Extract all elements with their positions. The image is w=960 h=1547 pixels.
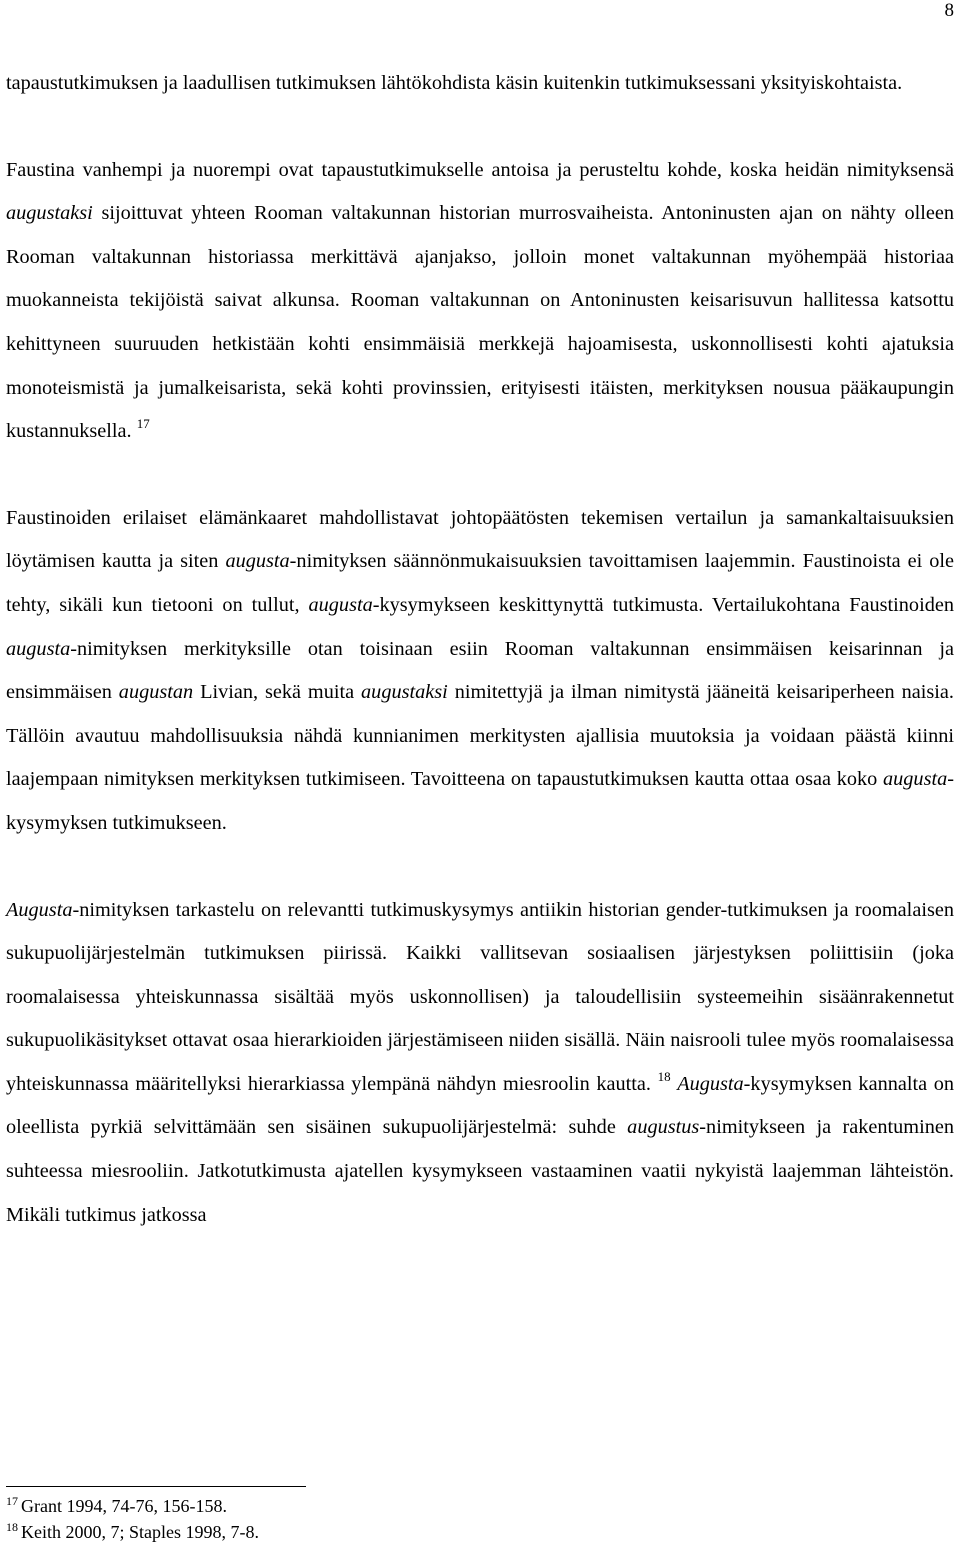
footnote-18 bbox=[6, 1519, 906, 1545]
footnotes bbox=[6, 1493, 906, 1545]
paragraph-3-text-c: -nimityksen säännönmukaisuuksien tavoittamisen laajemmin. Faustinoista ei ole tehty, sikäli kun tietooni on tullut, bbox=[6, 550, 954, 616]
paragraph-4-italic-term: augustus bbox=[627, 1116, 700, 1139]
paragraph-4-italic-term: Augusta bbox=[677, 1072, 744, 1095]
page-number: 8 bbox=[944, 0, 954, 21]
paragraph-2-text-a: Faustina vanhempi ja nuorempi ovat tapaustutkimukselle antoisa ja perusteltu kohde, koska heidän nimityksensä bbox=[6, 158, 954, 181]
paragraph-4 bbox=[6, 889, 954, 1238]
paragraph-3-text-e: -kysymykseen keskittynyttä tutkimusta. Vertailukohtana Faustinoiden bbox=[372, 593, 954, 616]
paragraph-1 bbox=[6, 62, 954, 106]
paragraph-3-italic-term: augusta bbox=[883, 768, 948, 791]
paragraph-gap bbox=[6, 106, 954, 149]
paragraph-2-text-c: sijoittuvat yhteen Rooman valtakunnan historian murrosvaiheista. Antoninusten ajan on nähty olleen Rooman valtakunnan historiassa merkittävä ajanjakso, jolloin monet valtakunnan myöhempää historiaa muokanneista tekijöistä saivat alkunsa. Rooman valtakunnan on Antoninusten keisarisuvun hallitessa katsottu kehittyneen suuruuden hetkistään kohti ensimmäisiä merkkejä hajoamisesta, uskonnollisesti kohti ajatuksia monoteismistä ja jumalkeisarista, sekä kohti provinssien, erityisesti itäisten, merkityksen nousua pääkaupungin kustannuksella. bbox=[6, 202, 954, 443]
paragraph-gap bbox=[6, 454, 954, 497]
paragraph-3-text-g: -nimityksen merkityksille otan toisinaan esiin Rooman valtakunnan ensimmäisen keisarinnan ja ensimmäisen bbox=[6, 637, 954, 704]
paragraph-4-text-f: -nimitykseen ja rakentuminen suhteessa miesrooliin. Jatkotutkimusta ajatellen kysymykseen vastaaminen vaatii nykyistä laajemman lähteistön. Mikäli tutkimus jatkossa bbox=[6, 1116, 955, 1226]
paragraph-gap bbox=[6, 846, 954, 889]
paragraph-2 bbox=[6, 149, 954, 454]
paragraph-3-italic-term: augusta bbox=[225, 550, 290, 573]
footnote-text: Grant 1994, 74-76, 156-158. bbox=[21, 1496, 227, 1516]
paragraph-4-text-d: -kysymyksen kannalta on oleellista pyrkiä selvittämään sen sisäinen sukupuolijärjestelmä: suhde bbox=[6, 1072, 954, 1139]
footnote-number: 17 bbox=[6, 1494, 18, 1508]
paragraph-2-italic-term: augustaksi bbox=[6, 202, 93, 225]
paragraph-3-text-k: nimitettyjä ja ilman nimitystä jääneitä keisariperheen naisia. Tällöin avautuu mahdollisuuksia nähdä kunnianimen merkitysten ajallisia muutoksia ja voidaan päästä kiinni laajempaan nimityksen merkityksen tutkimiseen. Tavoitteena on tapaustutkimuksen kautta ottaa osaa koko bbox=[6, 681, 954, 791]
paragraph-3 bbox=[6, 497, 954, 846]
paragraph-3-italic-term: augusta bbox=[6, 637, 71, 660]
footnote-ref-18[interactable]: 18 bbox=[657, 1068, 671, 1084]
footnote-ref-17[interactable]: 17 bbox=[136, 416, 150, 432]
paragraph-3-text-a: Faustinoiden erilaiset elämänkaaret mahdollistavat johtopäätösten tekemisen vertailun ja samankaltaisuuksien löytämisen kautta ja siten bbox=[6, 506, 954, 573]
paragraph-3-italic-term: augustan bbox=[118, 681, 194, 704]
paragraph-4-italic-term: Augusta bbox=[6, 898, 73, 921]
footnote-number: 18 bbox=[6, 1520, 18, 1534]
footnote-17 bbox=[6, 1493, 906, 1519]
paragraph-3-text-m: -kysymyksen tutkimukseen. bbox=[6, 768, 954, 834]
footnote-separator bbox=[6, 1486, 306, 1487]
paragraph-3-italic-term: augustaksi bbox=[361, 681, 448, 704]
paragraph-4-text-b: -nimityksen tarkastelu on relevantti tutkimuskysymys antiikin historian gender-tutkimuksen ja roomalaisen sukupuolijärjestelmän tutkimuksen piirissä. Kaikki vallitsevan sosiaalisen järjestyksen poliittisiin (joka roomalaisessa yhteiskunnassa sisältää myös uskonnollisen) ja taloudellisiin systeemeihin sisäänrakennetut sukupuolikäsitykset ottavat osaa hierarkioiden järjestämiseen niiden sisällä. Näin naisrooli tulee myös roomalaisessa yhteiskunnassa määritellyksi hierarkiassa ylempänä nähdyn miesroolin kautta. bbox=[6, 898, 954, 1095]
paragraph-1-text: tapaustutkimuksen ja laadullisen tutkimuksen lähtökohdista käsin kuitenkin tutkimuksessani yksityiskohtaista. bbox=[6, 72, 903, 94]
paragraph-3-italic-term: augusta bbox=[308, 593, 373, 616]
paragraph-3-text-i: Livian, sekä muita bbox=[193, 681, 362, 704]
body-text bbox=[6, 62, 954, 1237]
footnote-text: Keith 2000, 7; Staples 1998, 7-8. bbox=[21, 1522, 259, 1542]
